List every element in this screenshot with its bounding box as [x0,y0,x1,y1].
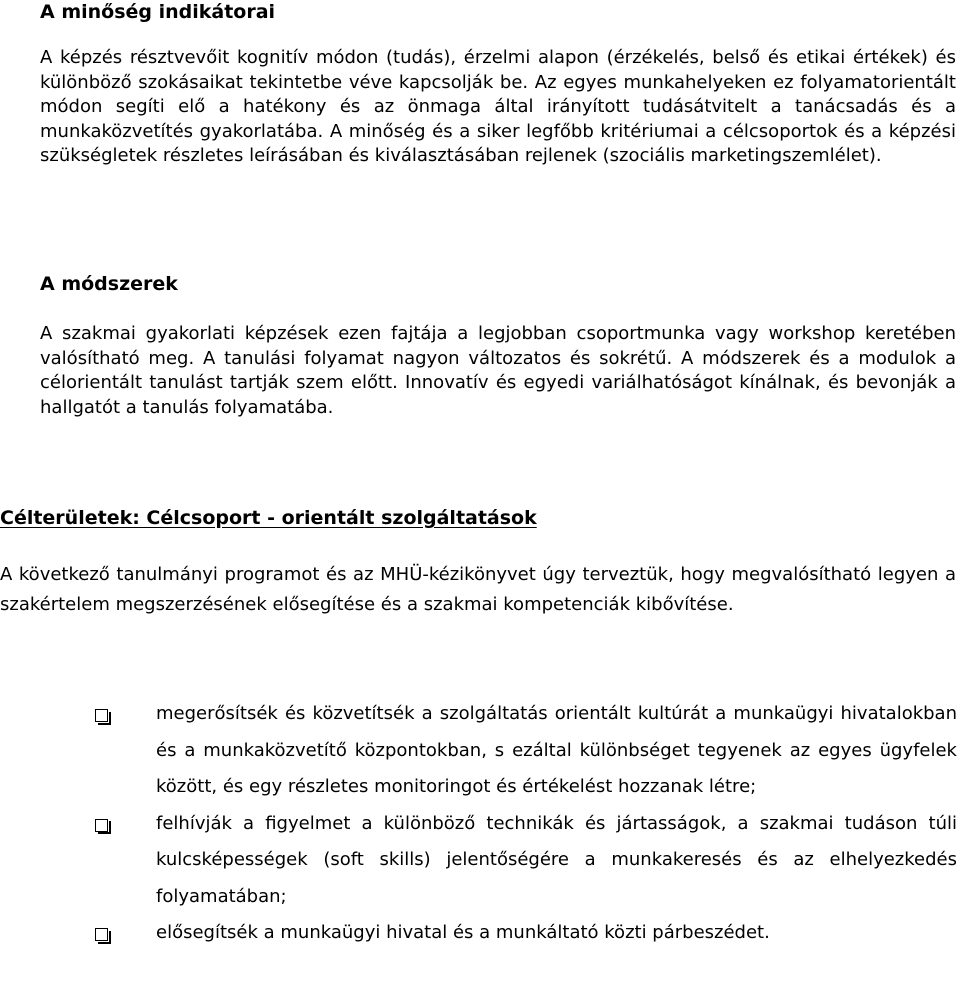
checkbox-bullet-icon [95,819,108,832]
list-item [95,696,957,806]
list-item [95,915,957,952]
checkbox-bullet-icon [95,928,108,941]
list-item-text: megerősítsék és közvetítsék a szolgáltatás orientált kultúrát a munkaügyi hivatalokban és a munkaközvetítő központokban, s ezáltal különbséget tegyenek az egyes ügyfelek között, és egy részletes monitoringot és értékelést hozzanak létre; [156,703,957,797]
target-areas-bullet-list [95,696,957,952]
methods-paragraph: A szakmai gyakorlati képzések ezen fajtája a legjobban csoportmunka vagy workshop keretében valósítható meg. A tanulási folyamat nagyon változatos és sokrétű. A módszerek és a modulok a célorientált tanulást tartják szem előtt. Innovatív és egyedi variálhatóságot kínálnak, és bevonják a hallgatót a tanulás folyamatába. [40,323,956,418]
methods-heading: A módszerek [40,273,178,295]
quality-indicators-paragraph: A képzés résztvevőit kognitív módon (tudás), érzelmi alapon (érzékelés, belső és etikai értékek) és különböző szokásaikat tekintetbe véve kapcsolják be. Az egyes munkahelyeken ez folyamatorientált módon segíti elő a hatékony és az önmaga által irányított tudásátvitelt a tanácsadás és a munkaközvetítés gyakorlatába. A minőség és a siker legfőbb kritériumai a célcsoportok és a képzési szükségletek részletes leírásában és kiválasztásában rejlenek (szociális marketingszemlélet). [40,47,956,166]
target-areas-heading: Célterületek: Célcsoport - orientált szolgáltatások [0,507,537,529]
list-item [95,806,957,916]
target-areas-paragraph: A következő tanulmányi programot és az MHÜ-kézikönyvet úgy terveztük, hogy megvalósítható legyen a szakértelem megszerzésének elősegítése és a szakmai kompetenciák kibővítése. [0,564,956,615]
list-item-text: elősegítsék a munkaügyi hivatal és a munkáltató közti párbeszédet. [156,922,770,943]
list-item-text: felhívják a figyelmet a különböző technikák és jártasságok, a szakmai tudáson túli kulcsképességek (soft skills) jelentőségére a munkakeresés és az elhelyezkedés folyamatában; [156,812,957,907]
checkbox-bullet-icon [95,709,108,722]
quality-indicators-heading: A minőség indikátorai [40,1,276,23]
